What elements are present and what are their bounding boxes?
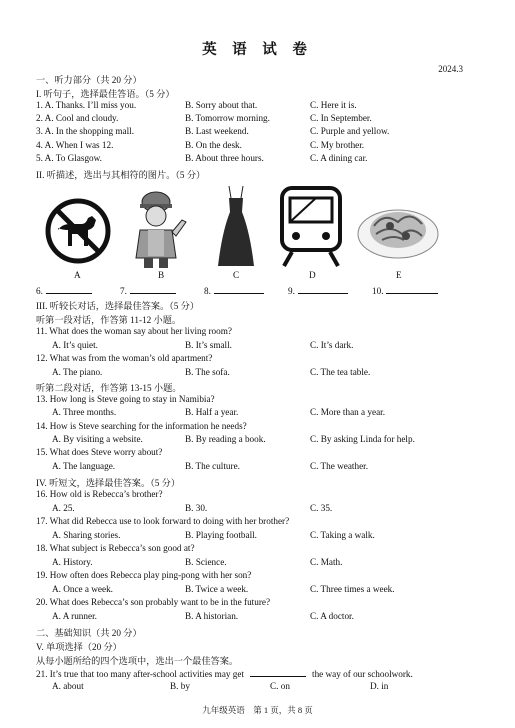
q11-question: 11. What does the woman say about her living room? <box>36 326 232 336</box>
exam-date: 2024.3 <box>438 64 463 74</box>
dress-icon <box>214 184 258 268</box>
q19-option-c: C. Three times a week. <box>310 584 395 594</box>
train-icon <box>278 186 344 268</box>
q12-question: 12. What was from the woman’s old apartment? <box>36 353 213 363</box>
q21-question: 21. It’s true that too many after-school activities may get the way of our schoolwork. <box>36 669 413 679</box>
q14-option-a: A. By visiting a website. <box>52 434 143 444</box>
q5-option-b: B. About three hours. <box>185 153 264 163</box>
q16-option-c: C. 35. <box>310 503 333 513</box>
q12-option-a: A. The piano. <box>52 367 103 377</box>
q16-option-a: A. 25. <box>52 503 75 513</box>
q3-option-b: B. Last weekend. <box>185 126 249 136</box>
dialogue2-instruction: 听第二段对话，作答第 13-15 小题。 <box>36 383 182 393</box>
q3-option-c: C. Purple and yellow. <box>310 126 390 136</box>
spaghetti-icon <box>356 196 440 262</box>
q14-option-b: B. By reading a book. <box>185 434 266 444</box>
q5-option-a: 5. A. To Glasgow. <box>36 153 102 163</box>
worker-with-helmet-icon <box>128 188 188 270</box>
answer-blank-8[interactable]: 8. <box>204 284 264 296</box>
section3-heading: III. 听较长对话，选择最佳答案。（5 分） <box>36 301 200 311</box>
q15-question: 15. What does Steve worry about? <box>36 447 163 457</box>
section5-instruction: 从每小题所给的四个选项中，选出一个最佳答案。 <box>36 656 239 666</box>
page-title: 英 语 试 卷 <box>202 42 313 58</box>
q16-option-b: B. 30. <box>185 503 208 513</box>
q2-option-c: C. In September. <box>310 113 372 123</box>
q17-question: 17. What did Rebecca use to look forward to doing with her brother? <box>36 516 290 526</box>
q20-option-c: C. A doctor. <box>310 611 354 621</box>
q11-option-a: A. It’s quiet. <box>52 340 98 350</box>
q12-option-c: C. The tea table. <box>310 367 371 377</box>
q16-question: 16. How old is Rebecca’s brother? <box>36 489 163 499</box>
dialogue1-instruction: 听第一段对话，作答第 11-12 小题。 <box>36 315 182 325</box>
q17-option-c: C. Taking a walk. <box>310 530 375 540</box>
picture-label-e: E <box>396 270 402 280</box>
part1-heading: 一、听力部分（共 20 分） <box>36 75 142 85</box>
q13-option-b: B. Half a year. <box>185 407 239 417</box>
q20-option-a: A. A runner. <box>52 611 97 621</box>
picture-label-b: B <box>158 270 165 280</box>
q18-option-c: C. Math. <box>310 557 343 567</box>
q21-option-a: A. about <box>52 681 84 691</box>
q21-option-d: D. in <box>370 681 389 691</box>
q21-option-b: B. by <box>170 681 190 691</box>
q21-option-c: C. on <box>270 681 290 691</box>
q4-option-b: B. On the desk. <box>185 140 242 150</box>
section4-heading: IV. 听短文，选择最佳答案。（5 分） <box>36 478 181 488</box>
q13-option-a: A. Three months. <box>52 407 117 417</box>
q19-option-b: B. Twice a week. <box>185 584 249 594</box>
page-footer: 九年级英语 第 1 页，共 8 页 <box>202 705 313 715</box>
q1-option-c: C. Here it is. <box>310 100 357 110</box>
q21-answer-blank[interactable] <box>250 667 306 677</box>
part2-heading: 二、基础知识（共 20 分） <box>36 628 142 638</box>
q20-option-b: B. A historian. <box>185 611 239 621</box>
q12-option-b: B. The sofa. <box>185 367 230 377</box>
q14-question: 14. How is Steve searching for the information he needs? <box>36 421 247 431</box>
no-dogs-sign-icon <box>42 196 114 266</box>
q3-option-a: 3. A. In the shopping mall. <box>36 126 134 136</box>
section2-heading: II. 听描述，选出与其相符的图片。（5 分） <box>36 170 206 180</box>
q18-option-a: A. History. <box>52 557 93 567</box>
q2-option-a: 2. A. Cool and cloudy. <box>36 113 119 123</box>
q5-option-c: C. A dining car. <box>310 153 368 163</box>
q13-option-c: C. More than a year. <box>310 407 386 417</box>
section5-heading: V. 单项选择（20 分） <box>36 642 122 652</box>
q18-option-b: B. Science. <box>185 557 227 567</box>
q15-option-a: A. The language. <box>52 461 116 471</box>
q2-option-b: B. Tomorrow morning. <box>185 113 270 123</box>
q1-option-a: 1. A. Thanks. I’ll miss you. <box>36 100 137 110</box>
picture-label-a: A <box>74 270 81 280</box>
picture-label-d: D <box>309 270 316 280</box>
q11-option-c: C. It’s dark. <box>310 340 354 350</box>
q13-question: 13. How long is Steve going to stay in Namibia? <box>36 394 215 404</box>
q15-option-c: C. The weather. <box>310 461 368 471</box>
answer-blank-6[interactable]: 6. <box>36 284 92 296</box>
q14-option-c: C. By asking Linda for help. <box>310 434 415 444</box>
q11-option-b: B. It’s small. <box>185 340 232 350</box>
q15-option-b: B. The culture. <box>185 461 240 471</box>
q17-option-a: A. Sharing stories. <box>52 530 121 540</box>
q18-question: 18. What subject is Rebecca’s son good at? <box>36 543 195 553</box>
answer-blank-7[interactable]: 7. <box>120 284 176 296</box>
section1-heading: I. 听句子，选择最佳答语。（5 分） <box>36 89 175 99</box>
q20-question: 20. What does Rebecca’s son probably want to be in the future? <box>36 597 271 607</box>
q19-question: 19. How often does Rebecca play ping-pong with her son? <box>36 570 252 580</box>
q4-option-c: C. My brother. <box>310 140 365 150</box>
q17-option-b: B. Playing football. <box>185 530 257 540</box>
answer-blank-9[interactable]: 9. <box>288 284 348 296</box>
q19-option-a: A. Once a week. <box>52 584 113 594</box>
picture-label-c: C <box>233 270 240 280</box>
q1-option-b: B. Sorry about that. <box>185 100 258 110</box>
answer-blank-10[interactable]: 10. <box>372 284 438 296</box>
q4-option-a: 4. A. When I was 12. <box>36 140 114 150</box>
